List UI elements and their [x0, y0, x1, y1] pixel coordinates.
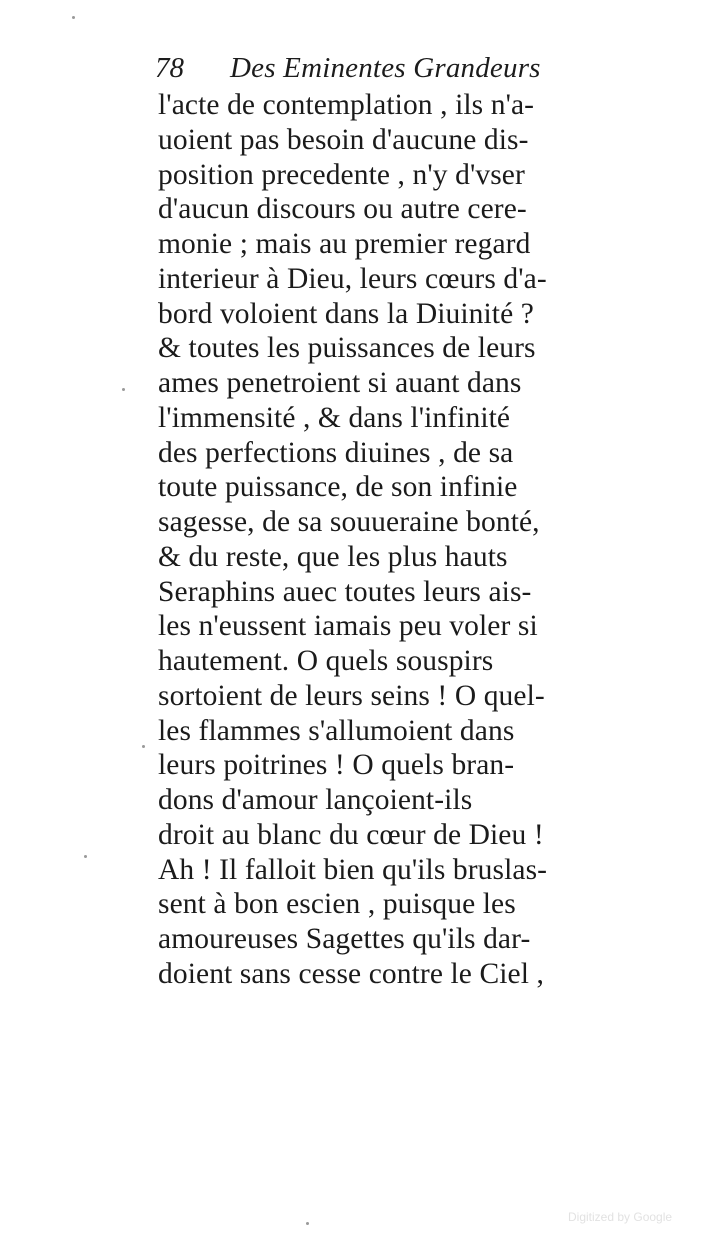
text-line: les flammes s'allumoient dans [158, 714, 515, 747]
text-line: uoient pas besoin d'aucune dis- [158, 123, 529, 156]
ink-speck [72, 16, 75, 19]
ink-speck [84, 855, 87, 858]
text-line: toute puissance, de son infinie [158, 471, 518, 504]
text-line: ames penetroient si auant dans [158, 367, 522, 399]
text-line: des perfections diuines , de sa [158, 436, 514, 469]
text-line: monie ; mais au premier regard [158, 228, 531, 260]
digitization-watermark: Digitized by Google [568, 1210, 673, 1224]
text-line: & du reste, que les plus hauts [158, 540, 508, 573]
text-line: sent à bon escien , puisque les [158, 888, 516, 921]
ink-speck [122, 388, 125, 391]
text-line: l'acte de contemplation , ils n'a- [158, 89, 535, 121]
text-line: position precedente , n'y d'vser [158, 158, 525, 191]
running-header [155, 52, 575, 92]
text-line: leurs poitrines ! O quels bran- [158, 749, 515, 782]
text-line: bord voloient dans la Diuinité ? [158, 297, 534, 330]
text-line: amoureuses Sagettes qu'ils dar- [158, 923, 531, 955]
ink-speck [142, 745, 145, 748]
text-line: Seraphins auec toutes leurs ais- [158, 575, 532, 608]
text-line: sagesse, de sa souueraine bonté, [158, 506, 540, 538]
running-title: Des Eminentes Grandeurs [230, 52, 541, 84]
text-line: sortoient de leurs seins ! O quel- [158, 679, 545, 712]
text-line: droit au blanc du cœur de Dieu ! [158, 818, 544, 851]
text-line: interieur à Dieu, leurs cœurs d'a- [158, 262, 547, 295]
text-line: hautement. O quels souspirs [158, 645, 494, 677]
text-line: les n'eussent iamais peu voler si [158, 610, 538, 643]
ink-speck [306, 1222, 309, 1225]
text-line: & toutes les puissances de leurs [158, 332, 536, 365]
text-line: dons d'amour lançoient-ils [158, 784, 473, 816]
text-line: Ah ! Il falloit bien qu'ils bruslas- [158, 853, 548, 886]
text-line: doient sans cesse contre le Ciel , [158, 957, 544, 990]
text-line: d'aucun discours ou autre cere- [158, 193, 527, 226]
text-line: l'immensité , & dans l'infinité [158, 401, 511, 434]
body-text [158, 88, 638, 992]
page-number: 78 [155, 52, 184, 84]
